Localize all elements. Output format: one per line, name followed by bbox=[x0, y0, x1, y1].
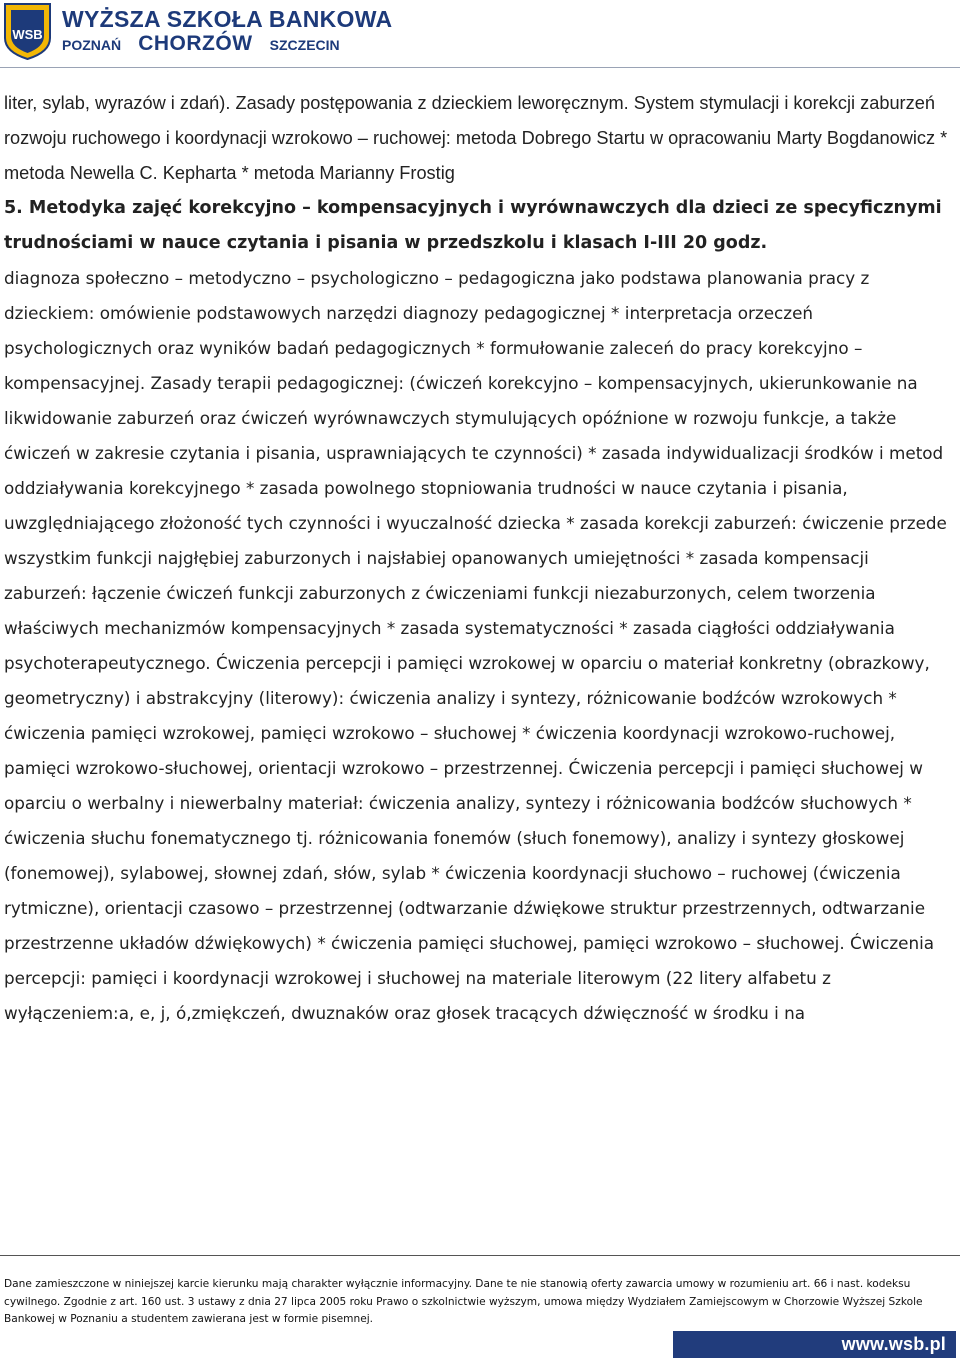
wsb-shield-logo bbox=[3, 2, 52, 60]
section-heading: 5. Metodyka zajęć korekcyjno – kompensacyjnych i wyrównawczych dla dzieci ze specyficznymi trudnościami w nauce czytania i pisania w przedszkolu i klasach I-III 20 godz. bbox=[4, 198, 942, 253]
city-poznan: POZNAŃ bbox=[62, 37, 122, 53]
page-header bbox=[0, 0, 960, 70]
city-chorzow: CHORZÓW bbox=[138, 32, 253, 55]
footer-divider bbox=[0, 1255, 960, 1256]
document-content bbox=[4, 86, 956, 1031]
footer-disclaimer: Dane zamieszczone w niniejszej karcie kierunku mają charakter wyłącznie informacyjny. Dane te nie stanowią oferty zawarcia umowy w rozumieniu art. 66 i nast. kodeksu cywilnego. Zgodnie z art. 160 ust. 3 ustawy z dnia 27 lipca 2005 roku Prawo o szkolnictwie wyższym, umowa między Wydziałem Zamiejscowym w Chorzowie Wyższej Szkole Bankowej w Poznaniu a studentem zawierana jest w formie pisemnej. bbox=[4, 1278, 923, 1325]
footer-url-link[interactable]: www.wsb.pl bbox=[841, 1334, 946, 1354]
brand-block bbox=[62, 6, 392, 55]
intro-paragraph: liter, sylab, wyrazów i zdań). Zasady postępowania z dzieckiem leworęcznym. System stymulacji i korekcji zaburzeń rozwoju ruchowego i koordynacji wzrokowo – ruchowej: metoda Dobrego Startu w opracowaniu Marty Bogdanowicz * metoda Newella C. Kepharta * metoda Marianny Frostig bbox=[4, 93, 948, 183]
logo-badge-text: WSB bbox=[12, 27, 43, 42]
city-szczecin: SZCZECIN bbox=[269, 37, 340, 53]
footer-url-bar bbox=[673, 1331, 956, 1358]
brand-name: WYŻSZA SZKOŁA BANKOWA bbox=[62, 6, 393, 32]
header-divider bbox=[0, 67, 960, 68]
brand-cities bbox=[62, 34, 392, 55]
section-body: diagnoza społeczno – metodyczno – psychologiczno – pedagogiczna jako podstawa planowania pracy z dzieckiem: omówienie podstawowych narzędzi diagnozy pedagogicznej * interpretacja orzeczeń psychologicznych oraz wyników badań pedagogicznych * formułowanie zaleceń do pracy korekcyjno – kompensacyjnej. Zasady terapii pedagogicznej: (ćwiczeń korekcyjno – kompensacyjnych, ukierunkowanie na likwidowanie zaburzeń oraz ćwiczeń wyrównawczych stymulujących opóźnione w rozwoju funkcje, a także ćwiczeń w zakresie czytania i pisania, usprawniających te czynności) * zasada indywidualizacji środków i metod oddziaływania korekcyjnego * zasada powolnego stopniowania trudności w nauce czytania i pisania, uwzględniającego złożoność tych czynności i wyuczalność dziecka * zasada korekcji zaburzeń: ćwiczenie przede wszystkim funkcji najgłębiej zaburzonych i najsłabiej opanowanych umiejętności * zasada kompensacji zaburzeń: łączenie ćwiczeń funkcji zaburzonych z ćwiczeniami funkcji niezaburzonych, celem tworzenia właściwych mechanizmów kompensacyjnych * zasada systematyczności * zasada ciągłości oddziaływania psychoterapeutycznego. Ćwiczenia percepcji i pamięci wzrokowej w oparciu o materiał konkretny (obrazkowy, geometryczny) i abstrakcyjny (literowy): ćwiczenia analizy i syntezy, różnicowanie bodźców wzrokowych * ćwiczenia pamięci wzrokowej, pamięci wzrokowo – słuchowej * ćwiczenia koordynacji wzrokowo-ruchowej, pamięci wzrokowo-słuchowej, orientacji wzrokowo – przestrzennej. Ćwiczenia percepcji i pamięci słuchowej w oparciu o werbalny i niewerbalny materiał: ćwiczenia analizy, syntezy i różnicowania bodźców słuchowych * ćwiczenia słuchu fonematycznego tj. różnicowania fonemów (słuch fonemowy), analizy i syntezy głoskowej (fonemowej), sylabowej, słownej zdań, słów, sylab * ćwiczenia koordynacji słuchowo – ruchowej (ćwiczenia rytmiczne), orientacji czasowo – przestrzennej (odtwarzanie dźwiękowe struktur przestrzennych, odtwarzanie przestrzenne układów dźwiękowych) * ćwiczenia pamięci słuchowej, pamięci wzrokowo – słuchowej. Ćwiczenia percepcji: pamięci i koordynacji wzrokowej i słuchowej na materiale literowym (22 litery alfabetu z wyłączeniem:a, e, j, ó,zmiękczeń, dwuznaków oraz głosek tracących dźwięczność w środku i na bbox=[4, 268, 947, 1023]
